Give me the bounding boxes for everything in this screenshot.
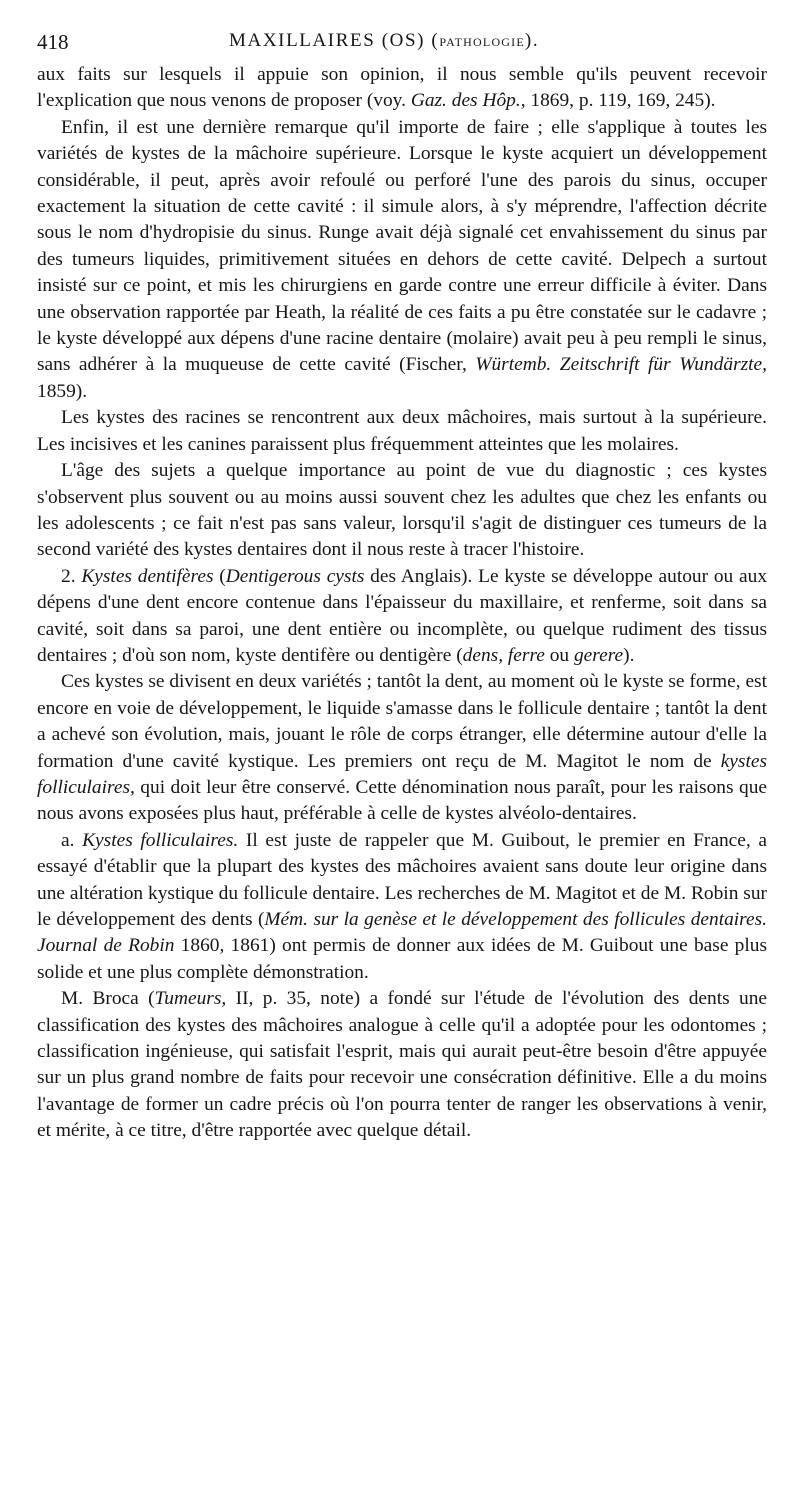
paragraph xyxy=(37,564,767,670)
paragraph xyxy=(37,458,767,564)
text-run: Ces kystes se divisent en deux variétés ; tantôt la dent, au moment où le kyste se forme, est encore en voie de développement, le liquide s'amasse dans le follicule dentaire ; tantôt la dent a achevé son évolution, mais, jouant le rôle de corps étranger, elle détermine autour d'elle la formation d'une cavité kystique. Les premiers ont reçu de M. Magitot le nom de xyxy=(37,671,767,772)
text-run: Il est juste de rappeler que M. Guibout, le premier en France, a essayé d'établir que la plupart des kystes des mâchoires avaient sans doute leur origine dans une altération kystique du follicule dentaire. Les recherches de M. Magitot et de M. Robin sur le développement des dents ( xyxy=(37,829,767,930)
italic-text: Kystes dentifères xyxy=(81,565,214,587)
italic-text: Dentigerous cysts xyxy=(225,565,365,587)
italic-text: kystes folliculaires, xyxy=(37,750,767,798)
page-header xyxy=(37,26,767,62)
document-page xyxy=(37,26,767,1145)
italic-text: dens, ferre xyxy=(462,644,545,666)
text-run: M. Broca ( xyxy=(61,988,155,1010)
paragraph xyxy=(37,115,767,405)
text-run: des Anglais). Le kyste se développe autour ou aux dépens d'une dent encore contenue dans l'épaisseur du maxillaire, et renferme, soit dans sa cavité, soit dans sa paroi, une dent entière ou incomplète, ou quelque rudiment des tissus dentaires ; d'où son nom, kyste dentifère ou dentigère ( xyxy=(37,565,768,666)
text-run: Les kystes des racines se rencontrent aux deux mâchoires, mais surtout à la supérieure. Les incisives et les canines paraissent plus fréquemment atteintes que les molaires. xyxy=(37,407,767,455)
paragraph xyxy=(37,828,767,986)
text-run: Enfin, il est une dernière remarque qu'il importe de faire ; elle s'applique à toutes les variétés de kystes de la mâchoire supérieure. Lorsque le kyste acquiert un développement considérable, il peut, après avoir refoulé ou perforé l'une des parois du sinus, occuper exactement la situation de cette cavité : il simule alors, à s'y méprendre, l'affection décrite sous le nom d'hydropisie du sinus. Runge avait déjà signalé cet envahissement du sinus par des tumeurs liquides, primitivement situées en dehors de cette cavité. Delpech a surtout insisté sur ce point, et mis les chirurgiens en garde contre une erreur difficile à éviter. Dans une observation rapportée par Heath, la réalité de ces faits a pu être constatée sur le cadavre ; le kyste développé aux dépens d'une racine dentaire (molaire) avait peu à peu rempli le sinus, sans adhérer à la muqueuse de cette cavité (Fischer, xyxy=(37,116,767,376)
page-number: 418 xyxy=(37,30,69,54)
italic-text: gerere xyxy=(573,644,624,666)
paragraph xyxy=(37,669,767,827)
text-run: ( xyxy=(213,565,226,587)
text-run: aux faits sur lesquels il appuie son opinion, il nous semble qu'ils peuvent recevoir l'explication que nous venons de proposer (voy. xyxy=(37,64,767,112)
running-title-subtitle: PATHOLOGIE xyxy=(439,35,525,49)
running-title-close: ). xyxy=(524,30,540,51)
text-run: qui doit leur être conservé. Cette dénomination nous paraît, pour les raisons que nous avons exposées plus haut, préférable à celle de kystes alvéolo-dentaires. xyxy=(37,776,767,825)
italic-text: Tumeurs, xyxy=(154,988,227,1010)
text-run: 1860, 1861) ont permis de donner aux idées de M. Guibout une base plus solide et une plus complète démonstration. xyxy=(37,935,768,983)
text-run: 1859). xyxy=(37,380,88,402)
text-run: 2. xyxy=(61,565,82,587)
text-run: a. xyxy=(61,829,83,851)
text-run: , 1869, p. 119, 169, 245). xyxy=(520,90,716,112)
paragraph xyxy=(37,986,767,1144)
text-run: ou xyxy=(544,644,574,666)
text-run: ). xyxy=(623,644,635,666)
italic-text: Mém. sur la genèse et le développement des follicules dentaires. Journal de Robin xyxy=(37,909,767,957)
running-title-main: MAXILLAIRES (OS) ( xyxy=(229,30,440,51)
italic-text: Gaz. des Hôp. xyxy=(410,90,521,112)
text-run: II, p. 35, note) a fondé sur l'étude de l'évolution des dents une classification des kystes des mâchoires analogue à celle qu'il a adoptée pour les odontomes ; classification ingénieuse, qui satisfait l'esprit, mais qui aurait peut-être besoin d'être appuyée sur un plus grand nombre de faits pour recevoir une consécration définitive. Elle a du moins l'avantage de former un cadre précis où l'on pourra tenter de ranger les observations à venir, et mérite, à ce titre, d'être rapportée avec quelque détail. xyxy=(37,988,767,1142)
paragraph xyxy=(37,405,767,458)
body-text xyxy=(37,62,767,1145)
italic-text: Kystes folliculaires. xyxy=(82,829,239,851)
italic-text: Würtemb. Zeitschrift für Wundärzte, xyxy=(475,354,768,376)
text-run: L'âge des sujets a quelque importance au point de vue du diagnostic ; ces kystes s'observent plus souvent ou au moins aussi souvent chez les adultes que chez les enfants ou les adolescents ; ce fait n'est pas sans valeur, lorsqu'il s'agit de distinguer ces tumeurs de la second variété des kystes dentaires dont il nous reste à tracer l'histoire. xyxy=(37,460,767,561)
running-title xyxy=(229,30,539,52)
paragraph xyxy=(37,62,767,115)
